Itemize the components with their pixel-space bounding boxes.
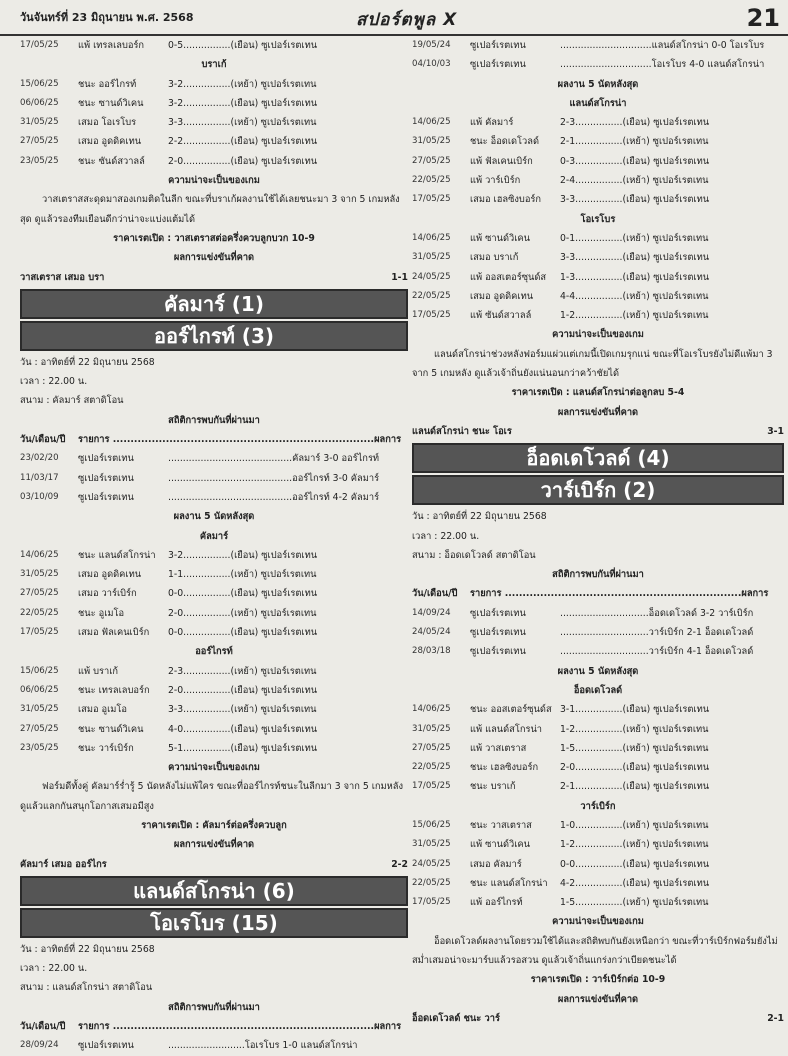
result-row: [20, 546, 408, 565]
row-date: 06/06/25: [20, 97, 59, 108]
predicted-result: [412, 1009, 784, 1028]
result-row: [412, 190, 784, 209]
row-score: 1-5................(เหย้า) ซูเปอร์เรตเทน: [560, 742, 709, 754]
result-row: [20, 132, 408, 151]
opening-odds: ราคาเรตเปิด : วาร์เบิร์กต่อ 10-9: [530, 974, 666, 986]
row-score: 2-4................(เหย้า) ซูเปอร์เรตเทน: [560, 175, 709, 187]
match-time: เวลา : 22.00 น.: [20, 376, 88, 388]
match-venue: สนาม : อ็อดเดโวลด์ สตาดิโอน: [412, 549, 536, 561]
row-date: 31/05/25: [412, 252, 451, 263]
row-date: 31/05/25: [412, 723, 451, 734]
row-score: 0-0................(เยือน) ซูเปอร์เรตเทน: [168, 627, 318, 639]
row-result: แพ้ ซานด์วิเคน: [470, 232, 530, 244]
brand-logo: สปอร์ตพูล X: [356, 10, 458, 30]
result-row: [20, 681, 408, 700]
row-result: ชนะ ซันด์สวาลล์: [78, 155, 145, 167]
row-date: 04/10/03: [412, 59, 451, 70]
analysis-text: วาสเตราสสะดุดมาสองเกมติดในลีก ขณะที่บราเก้ผลงานใช้ได้เลยชนะมา 3 จาก 5 เกมหลังสุด ดูแล้วรองทีมเยือนดีกว่าน่าจะแบ่งแต้มได้: [20, 194, 400, 225]
row-result: ชนะ วาร์เบิร์ก: [78, 742, 134, 754]
row-result: เสมอ อูดดิคเทน: [78, 136, 142, 148]
row-date: 23/05/25: [20, 742, 59, 753]
team-title: คัลมาร์: [199, 530, 229, 542]
h2h-header-date: วัน/เดือน/ปี: [412, 588, 458, 600]
team-banner: คัลมาร์ (1): [20, 289, 408, 319]
row-date: 17/05/25: [20, 40, 59, 50]
left-column: [20, 36, 408, 1056]
row-date: 24/05/25: [412, 858, 451, 869]
row-result: ซูเปอร์เรตเทน: [470, 607, 526, 619]
prediction-score: 2-2: [391, 858, 408, 870]
result-row: [412, 623, 784, 642]
row-date: 27/05/25: [20, 723, 59, 734]
result-row: [412, 604, 784, 623]
match-time: เวลา : 22.00 น.: [412, 530, 480, 542]
result-row: [412, 874, 784, 893]
row-result: ซูเปอร์เรตเทน: [78, 491, 134, 503]
result-row: [412, 36, 784, 55]
result-row: [20, 623, 408, 642]
row-result: ชนะ วาสเตราส: [470, 819, 532, 831]
result-row: [412, 835, 784, 854]
row-score: ...............................แลนด์สโกรน่า 0-0 โอเรโบร: [560, 40, 765, 51]
result-row: [20, 739, 408, 758]
result-row: [412, 700, 784, 719]
row-result: ชนะ เทรลเลบอร์ก: [78, 684, 150, 696]
row-score: 3-1................(เยือน) ซูเปอร์เรตเทน: [560, 704, 710, 716]
h2h-header-date: วัน/เดือน/ปี: [20, 1021, 66, 1033]
row-date: 14/09/24: [412, 607, 451, 618]
analysis-text: ฟอร์มดีทั้งคู่ คัลมาร์ร่ำรู้ 5 นัดหลังไม่แพ้ใคร ขณะที่ออร์ไกรท์ชนะในลีกมา 3 จาก 5 เกมหลัง ดูแล้วแลกกันสนุกโอกาสเสมอมีสูง: [20, 781, 404, 812]
h2h-header-competition: รายการ ..........................................................................ผลการ: [78, 1021, 402, 1033]
row-result: เสมอ อูดดิคเทน: [78, 569, 142, 581]
row-date: 22/05/25: [412, 877, 451, 888]
prediction-score: 1-1: [391, 271, 408, 283]
row-result: เสมอ คัลมาร์: [470, 858, 522, 870]
row-score: ..............................วาร์เบิร์ก 4-1 อ็อดเดโวลด์: [560, 646, 754, 658]
row-date: 14/06/25: [412, 704, 451, 715]
row-result: ซูเปอร์เรตเทน: [470, 40, 526, 51]
result-row: [412, 777, 784, 796]
row-score: 3-3................(เหย้า) ซูเปอร์เรตเทน: [168, 704, 317, 716]
right-column: [412, 36, 784, 1028]
team-title: อ็อดเดโวลด์: [573, 684, 623, 696]
team-banner: ออร์ไกรท์ (3): [20, 321, 408, 351]
row-result: แพ้ วาร์เบิร์ก: [470, 175, 521, 187]
row-date: 17/05/25: [412, 897, 451, 908]
row-result: ชนะ ซานด์วิเคน: [78, 723, 144, 735]
row-score: ..............................วาร์เบิร์ก 2-1 อ็อดเดโวลด์: [560, 627, 754, 639]
row-score: ..........................โอเรโบร 1-0 แลนด์สโกรน่า: [168, 1040, 358, 1052]
row-result: ชนะ อ็อดเดโวลด์: [470, 136, 539, 148]
row-score: ..........................................คัลมาร์ 3-0 ออร์ไกรท์: [168, 453, 380, 465]
row-date: 14/06/25: [20, 549, 59, 560]
row-score: 0-3................(เยือน) ซูเปอร์เรตเทน: [560, 155, 710, 167]
row-result: ชนะ ออสเตอร์ซุนด์ส: [470, 704, 552, 716]
row-date: 11/03/17: [20, 472, 59, 483]
h2h-header-competition: รายการ ..........................................................................ผลการ: [78, 434, 402, 446]
row-result: เสมอ เฮลซิงบอร์ก: [470, 194, 542, 206]
h2h-header: [412, 584, 784, 603]
row-result: แพ้ ซานด์วิเคน: [470, 839, 530, 851]
h2h-header: [20, 430, 408, 449]
row-date: 19/05/24: [412, 40, 451, 50]
section-title: ความน่าจะเป็นของเกม: [552, 916, 644, 928]
row-date: 31/05/25: [20, 704, 59, 715]
result-row: [20, 700, 408, 719]
row-date: 28/09/24: [20, 1040, 59, 1051]
row-score: 2-3................(เยือน) ซูเปอร์เรตเทน: [560, 117, 710, 129]
team-title: แลนด์สโกรน่า: [569, 97, 627, 109]
row-date: 03/10/09: [20, 491, 59, 502]
section-title: ความน่าจะเป็นของเกม: [168, 762, 260, 774]
row-result: ซูเปอร์เรตเทน: [78, 453, 134, 465]
row-date: 15/06/25: [412, 819, 451, 830]
result-row: [412, 739, 784, 758]
result-row: [20, 113, 408, 132]
row-score: 4-4................(เหย้า) ซูเปอร์เรตเทน: [560, 290, 709, 302]
team-banner: โอเรโบร (15): [20, 908, 408, 938]
row-date: 23/05/25: [20, 155, 59, 166]
row-result: เสมอ ฟัลเคนเบิร์ก: [78, 627, 150, 639]
team-title: วาร์เบิร์ก: [580, 800, 616, 812]
section-title: สถิติการพบกันที่ผ่านมา: [552, 569, 644, 581]
match-venue: สนาม : แลนด์สโกรน่า สตาดิโอน: [20, 982, 153, 994]
opening-odds: ราคาเรตเปิด : แลนด์สโกรน่าต่อลูกลบ 5-4: [511, 387, 685, 399]
row-score: 2-2................(เยือน) ซูเปอร์เรตเทน: [168, 136, 318, 148]
row-result: เสมอ วาร์เบิร์ก: [78, 588, 137, 600]
section-title: ผลการแข่งขันที่คาด: [173, 252, 255, 264]
section-title: ผลงาน 5 นัดหลังสุด: [557, 78, 639, 90]
row-date: 17/05/25: [20, 627, 59, 638]
section-title: ผลการแข่งขันที่คาด: [557, 993, 639, 1005]
result-row: [412, 229, 784, 248]
row-result: ชนะ แลนด์สโกรน่า: [78, 549, 156, 561]
h2h-header-competition: รายการ ...................................................................ผลการ: [470, 588, 769, 600]
row-date: 15/06/25: [20, 665, 59, 676]
row-result: แพ้ แลนด์สโกรน่า: [470, 723, 543, 735]
row-result: ชนะ ออร์ไกรท์: [78, 78, 137, 90]
row-score: 3-2................(เยือน) ซูเปอร์เรตเทน: [168, 97, 318, 109]
result-row: [20, 469, 408, 488]
row-score: 5-1................(เยือน) ซูเปอร์เรตเทน: [168, 742, 318, 754]
section-title: สถิติการพบกันที่ผ่านมา: [168, 414, 260, 426]
result-row: [20, 584, 408, 603]
row-date: 28/03/18: [412, 646, 451, 657]
row-score: ..............................อ็อดเดโวลด์ 3-2 วาร์เบิร์ก: [560, 607, 754, 619]
row-score: 2-1................(เหย้า) ซูเปอร์เรตเทน: [560, 136, 709, 148]
result-row: [20, 36, 408, 55]
row-date: 24/05/24: [412, 627, 451, 638]
row-date: 24/05/25: [412, 271, 451, 282]
row-date: 31/05/25: [20, 117, 59, 128]
row-result: แพ้ บราเก้: [78, 665, 118, 677]
row-result: ซูเปอร์เรตเทน: [470, 59, 526, 71]
row-score: 1-5................(เหย้า) ซูเปอร์เรตเทน: [560, 897, 709, 909]
section-title: ผลงาน 5 นัดหลังสุด: [557, 665, 639, 677]
row-result: ซูเปอร์เรตเทน: [78, 1040, 134, 1052]
row-score: 2-0................(เยือน) ซูเปอร์เรตเทน: [560, 762, 710, 774]
h2h-header-date: วัน/เดือน/ปี: [20, 434, 66, 446]
match-day: วัน : อาทิตย์ที่ 22 มิถุนายน 2568: [20, 943, 155, 955]
row-result: ซูเปอร์เรตเทน: [78, 472, 134, 484]
team-title: ออร์ไกรท์: [195, 646, 233, 658]
team-banner: วาร์เบิร์ก (2): [412, 475, 784, 505]
row-score: 3-3................(เหย้า) ซูเปอร์เรตเทน: [168, 117, 317, 129]
row-result: แพ้ ฟัลเคนเบิร์ก: [470, 155, 533, 167]
result-row: [412, 758, 784, 777]
row-date: 22/05/25: [20, 607, 59, 618]
row-date: 14/06/25: [412, 232, 451, 243]
analysis-text: อ็อดเดโวลด์ผลงานโดยรวมใช้ได้และสถิติพบกันยังเหนือกว่า ขณะที่วาร์เบิร์กฟอร์มยังไม่สม่ำเสมอน่าจะมาร์บแล้วรอสวน ดูแล้วเจ้าถิ่นแกร่งกว่าเบียดชนะได้: [412, 935, 778, 967]
row-date: 27/05/25: [412, 155, 451, 166]
row-score: 0-0................(เยือน) ซูเปอร์เรตเทน: [560, 858, 710, 870]
row-score: 2-0................(เยือน) ซูเปอร์เรตเทน: [168, 155, 318, 167]
row-date: 17/05/25: [412, 781, 451, 792]
prediction-text: วาสเตราส เสมอ บรา: [20, 271, 105, 283]
result-row: [20, 565, 408, 584]
row-date: 27/05/25: [412, 742, 451, 753]
row-result: แพ้ ออสเตอร์ซุนด์ส: [470, 271, 547, 283]
result-row: [20, 1036, 408, 1055]
row-date: 22/05/25: [412, 762, 451, 773]
team-banner: แลนด์สโกรน่า (6): [20, 876, 408, 906]
row-score: 3-3................(เยือน) ซูเปอร์เรตเทน: [560, 194, 710, 206]
row-result: ชนะ ซานด์วิเคน: [78, 97, 144, 109]
row-score: 2-1................(เยือน) ซูเปอร์เรตเทน: [560, 781, 710, 793]
row-date: 06/06/25: [20, 684, 59, 695]
result-row: [20, 152, 408, 171]
row-date: 22/05/25: [412, 290, 451, 301]
row-result: ซูเปอร์เรตเทน: [470, 646, 526, 658]
row-score: 4-2................(เยือน) ซูเปอร์เรตเทน: [560, 877, 710, 889]
result-row: [412, 893, 784, 912]
result-row: [412, 171, 784, 190]
result-row: [412, 132, 784, 151]
page-number: 21: [746, 4, 780, 32]
result-row: [412, 268, 784, 287]
row-score: 0-0................(เยือน) ซูเปอร์เรตเทน: [168, 588, 318, 600]
row-date: 31/05/25: [20, 569, 59, 580]
result-row: [412, 248, 784, 267]
section-title: ผลการแข่งขันที่คาด: [173, 839, 255, 851]
row-score: 1-2................(เหย้า) ซูเปอร์เรตเทน: [560, 839, 709, 851]
section-title: ความน่าจะเป็นของเกม: [552, 329, 644, 341]
result-row: [412, 720, 784, 739]
row-score: 3-2................(เยือน) ซูเปอร์เรตเทน: [168, 549, 318, 561]
row-date: 15/06/25: [20, 78, 59, 89]
issue-date: วันจันทร์ที่ 23 มิถุนายน พ.ศ. 2568: [20, 11, 194, 24]
row-score: 1-2................(เหย้า) ซูเปอร์เรตเทน: [560, 310, 709, 322]
row-score: 1-3................(เยือน) ซูเปอร์เรตเทน: [560, 271, 710, 283]
result-row: [412, 55, 784, 74]
row-score: 4-0................(เยือน) ซูเปอร์เรตเทน: [168, 723, 318, 735]
row-date: 27/05/25: [20, 136, 59, 147]
prediction-score: 3-1: [767, 425, 784, 437]
result-row: [412, 152, 784, 171]
section-title: ผลงาน 5 นัดหลังสุด: [173, 511, 255, 523]
row-score: 2-3................(เหย้า) ซูเปอร์เรตเทน: [168, 665, 317, 677]
row-score: 1-1................(เหย้า) ซูเปอร์เรตเทน: [168, 569, 317, 581]
result-row: [20, 488, 408, 507]
row-score: 3-2................(เหย้า) ซูเปอร์เรตเทน: [168, 78, 317, 90]
result-row: [412, 642, 784, 661]
row-date: 31/05/25: [412, 136, 451, 147]
row-score: ..........................................ออร์ไกรท์ 3-0 คัลมาร์: [168, 472, 380, 484]
row-result: ชนะ เฮลซิงบอร์ก: [470, 762, 539, 774]
match-time: เวลา : 22.00 น.: [20, 963, 88, 975]
opening-odds: ราคาเรตเปิด : วาสเตราสต่อครึ่งควบลูกบวก 10-9: [113, 232, 315, 244]
row-score: ..........................................ออร์ไกรท์ 4-2 คัลมาร์: [168, 491, 380, 503]
row-result: เสมอ บราเก้: [470, 252, 519, 264]
row-date: 27/05/25: [20, 588, 59, 599]
prediction-text: อ็อดเดโวลด์ ชนะ วาร์: [412, 1012, 500, 1024]
result-row: [20, 662, 408, 681]
team-title: โอเรโบร: [580, 213, 616, 225]
section-title: ความน่าจะเป็นของเกม: [168, 175, 260, 187]
result-row: [20, 75, 408, 94]
row-result: เสมอ อูดดิคเทน: [470, 290, 534, 302]
row-date: 14/06/25: [412, 117, 451, 128]
row-result: แพ้ คัลมาร์: [470, 117, 514, 129]
match-day: วัน : อาทิตย์ที่ 22 มิถุนายน 2568: [412, 511, 547, 523]
row-score: ...............................โอเรโบร 4-0 แลนด์สโกรน่า: [560, 59, 765, 71]
match-venue: สนาม : คัลมาร์ สตาดิโอน: [20, 395, 124, 407]
page-header: [0, 0, 788, 36]
result-row: [412, 816, 784, 835]
row-score: 0-5................(เยือน) ซูเปอร์เรตเทน: [168, 40, 318, 51]
prediction-text: คัลมาร์ เสมอ ออร์ไกร: [20, 858, 107, 870]
row-result: ชนะ อูเมโอ: [78, 607, 125, 619]
row-date: 31/05/25: [412, 839, 451, 850]
predicted-result: [20, 268, 408, 287]
row-score: 3-3................(เยือน) ซูเปอร์เรตเทน: [560, 252, 710, 264]
row-score: 2-0................(เยือน) ซูเปอร์เรตเทน: [168, 684, 318, 696]
row-date: 22/05/25: [412, 175, 451, 186]
result-row: [412, 855, 784, 874]
row-result: ชนะ แลนด์สโกรน่า: [470, 877, 548, 889]
row-result: เสมอ โอเรโบร: [78, 117, 137, 129]
result-row: [412, 287, 784, 306]
team-banner: อ็อดเดโวลด์ (4): [412, 443, 784, 473]
match-day: วัน : อาทิตย์ที่ 22 มิถุนายน 2568: [20, 356, 155, 368]
result-row: [20, 604, 408, 623]
result-row: [20, 720, 408, 739]
result-row: [412, 306, 784, 325]
prediction-score: 2-1: [767, 1012, 784, 1024]
prediction-text: แลนด์สโกรน่า ชนะ โอเร: [412, 425, 512, 437]
predicted-result: [412, 422, 784, 441]
row-score: 1-2................(เหย้า) ซูเปอร์เรตเทน: [560, 723, 709, 735]
row-result: เสมอ อูเมโอ: [78, 704, 127, 716]
team-title: บราเก้: [201, 59, 227, 71]
row-result: แพ้ วาสเตราส: [470, 742, 527, 754]
row-score: 0-1................(เหย้า) ซูเปอร์เรตเทน: [560, 232, 709, 244]
row-result: ชนะ บราเก้: [470, 781, 516, 793]
h2h-header: [20, 1017, 408, 1036]
row-date: 23/02/20: [20, 453, 59, 464]
row-date: 17/05/25: [412, 194, 451, 205]
result-row: [20, 94, 408, 113]
row-date: 17/05/25: [412, 310, 451, 321]
result-row: [20, 449, 408, 468]
row-score: 2-0................(เหย้า) ซูเปอร์เรตเทน: [168, 607, 317, 619]
row-result: แพ้ ซันด์สวาลล์: [470, 310, 532, 322]
section-title: สถิติการพบกันที่ผ่านมา: [168, 1001, 260, 1013]
predicted-result: [20, 855, 408, 874]
result-row: [412, 113, 784, 132]
row-result: แพ้ ออร์ไกรท์: [470, 897, 523, 909]
row-score: 1-0................(เหย้า) ซูเปอร์เรตเทน: [560, 819, 709, 831]
row-result: ซูเปอร์เรตเทน: [470, 627, 526, 639]
section-title: ผลการแข่งขันที่คาด: [557, 406, 639, 418]
analysis-text: แลนด์สโกรน่าช่วงหลังฟอร์มแผ่วแต่เกมนี้เปิดเกมรุกแน่ ขณะที่โอเรโบรยังไม่ดีแพ้มา 3 จาก 5 เกมหลัง ดูแล้วเจ้าถิ่นยังแน่นอนกว่าคว้าชัยได้: [412, 348, 773, 380]
row-result: แพ้ เทรลเลบอร์ก: [78, 40, 145, 51]
opening-odds: ราคาเรตเปิด : คัลมาร์ต่อครึ่งควบลูก: [141, 819, 287, 831]
